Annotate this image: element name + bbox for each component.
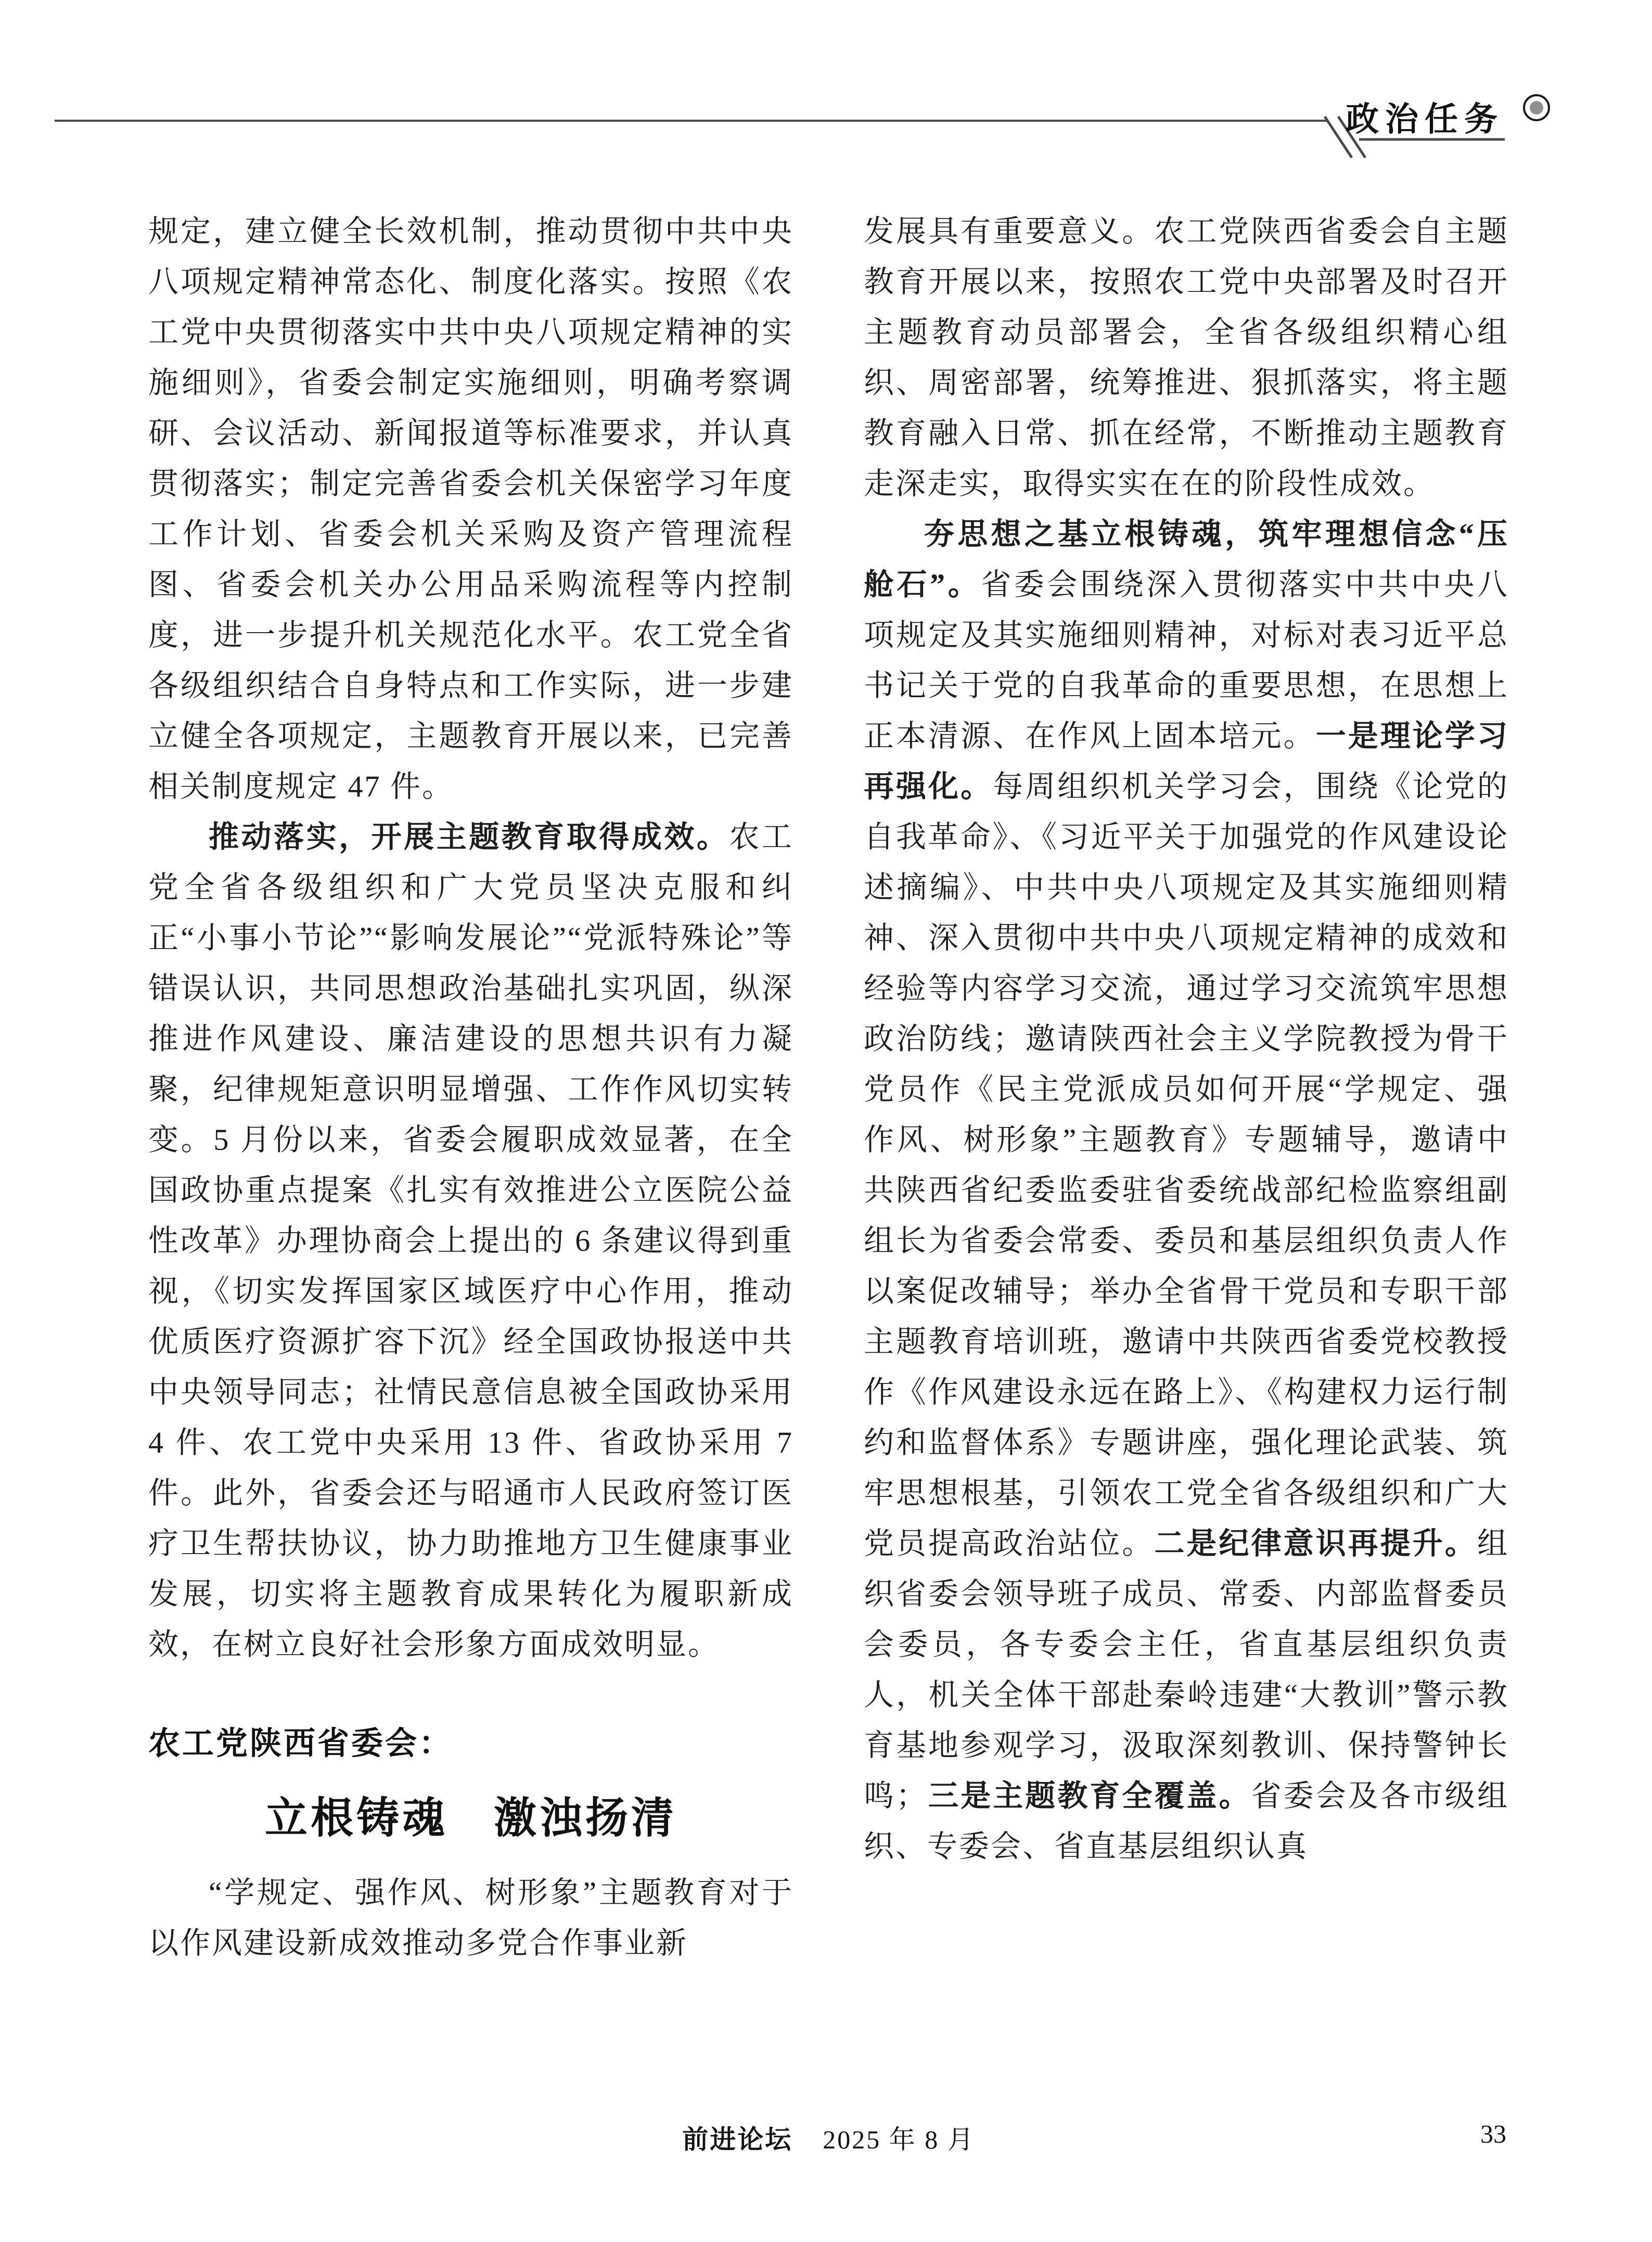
section-heading: 农工党陕西省委会： xyxy=(148,1725,453,1761)
target-circle-icon xyxy=(1523,94,1550,121)
section-label: 政治任务 xyxy=(1346,101,1504,138)
left-column xyxy=(148,206,793,1968)
bold-point-three: 三是主题教育全覆盖。 xyxy=(928,1779,1251,1813)
bold-lead: 夯思想之基立根铸魂，筑牢理想信念“压舱石”。 xyxy=(864,517,1509,601)
page-number: 33 xyxy=(1480,2119,1506,2148)
paragraph-text: 省委会围绕深入贯彻落实中共中央八项规定及其实施细则精神，对标对表习近平总书记关于党的自我革命的重要思想，在思想上正本清源、在作风上固本培元。 xyxy=(864,568,1509,753)
paragraph xyxy=(864,509,1509,1872)
footer xyxy=(148,2119,1509,2156)
bold-point-two: 二是纪律意识再提升。 xyxy=(1154,1527,1477,1560)
target-circle-dot xyxy=(1530,101,1543,114)
issue-date: 2025 年 8 月 xyxy=(823,2125,975,2154)
paragraph-continuation: 发展具有重要意义。农工党陕西省委会自主题教育开展以来，按照农工党中央部署及时召开主题教育动员部署会，全省各级组织精心组织、周密部署，统筹推进、狠抓落实，将主题教育融入日常、抓在经常，不断推动主题教育走深走实，取得实实在在的阶段性成效。 xyxy=(864,214,1509,501)
journal-name: 前进论坛 xyxy=(682,2125,793,2154)
header-rule xyxy=(0,0,1652,177)
right-column xyxy=(864,206,1509,1872)
paragraph-text: 农工党全省各级组织和广大党员坚决克服和纠正“小事小节论”“影响发展论”“党派特殊论”等错误认识，共同思想政治基础扎实巩固，纵深推进作风建设、廉洁建设的思想共识有力凝聚，纪律规矩意识明显增强、工作作风切实转变。5 月份以来，省委会履职成效显著，在全国政协重点提案《扎实有效推进公立医院公益性改革》办理协商会上提出的 6 条建议得到重视，《切实发挥国家区域医疗中心作用，推动优质医疗资源扩容下沉》经全国政协报送中共中央领导同志；社情民意信息被全国政协采用 4 件、农工党中央采用 13 件、省政协采用 7 件。此外，省委会还与昭通市人民政府签订医疗卫生帮扶协议，协力助推地方卫生健康事业发展，切实将主题教育成果转化为履职新成效，在树立良好社会形象方面成效明显。 xyxy=(148,820,793,1661)
article-title: 立根铸魂 激浊扬清 xyxy=(264,1795,677,1842)
paragraph xyxy=(148,812,793,1670)
paragraph-text: 省委会及各市级组织、专委会、省直基层组织认真 xyxy=(864,1779,1509,1863)
bold-lead: 推动落实，开展主题教育取得成效。 xyxy=(209,820,729,854)
paragraph-continuation: 规定，建立健全长效机制，推动贯彻中共中央八项规定精神常态化、制度化落实。按照《农工党中央贯彻落实中共中央八项规定精神的实施细则》，省委会制定实施细则，明确考察调研、会议活动、新闻报道等标准要求，并认真贯彻落实；制定完善省委会机关保密学习年度工作计划、省委会机关采购及资产管理流程图、省委会机关办公用品采购流程等内控制度，进一步提升机关规范化水平。农工党全省各级组织结合自身特点和工作实际，进一步建立健全各项规定，主题教育开展以来，已完善相关制度规定 47 件。 xyxy=(148,214,793,803)
paragraph: “学规定、强作风、树形象”主题教育对于以作风建设新成效推动多党合作事业新 xyxy=(148,1876,793,1960)
paragraph-text: 每周组织机关学习会，围绕《论党的自我革命》、《习近平关于加强党的作风建设论述摘编》、中共中央八项规定及其实施细则精神、深入贯彻中共中央八项规定精神的成效和经验等内容学习交流，通过学习交流筑牢思想政治防线；邀请陕西社会主义学院教授为骨干党员作《民主党派成员如何开展“学规定、强作风、树形象”主题教育》专题辅导，邀请中共陕西省纪委监委驻省委统战部纪检监察组副组长为省委会常委、委员和基层组织负责人作以案促改辅导；举办全省骨干党员和专职干部主题教育培训班，邀请中共陕西省委党校教授作《作风建设永远在路上》、《构建权力运行制约和监督体系》专题讲座，强化理论武装、筑牢思想根基，引领农工党全省各级组织和广大党员提高政治站位。 xyxy=(864,770,1509,1560)
paragraph-text: 组织省委会领导班子成员、常委、内部监督委员会委员，各专委会主任，省直基层组织负责人，机关全体干部赴秦岭违建“大教训”警示教育基地参观学习，汲取深刻教训、保持警钟长鸣； xyxy=(864,1527,1509,1813)
bold-point-one: 一是理论学习再强化。 xyxy=(864,719,1509,803)
